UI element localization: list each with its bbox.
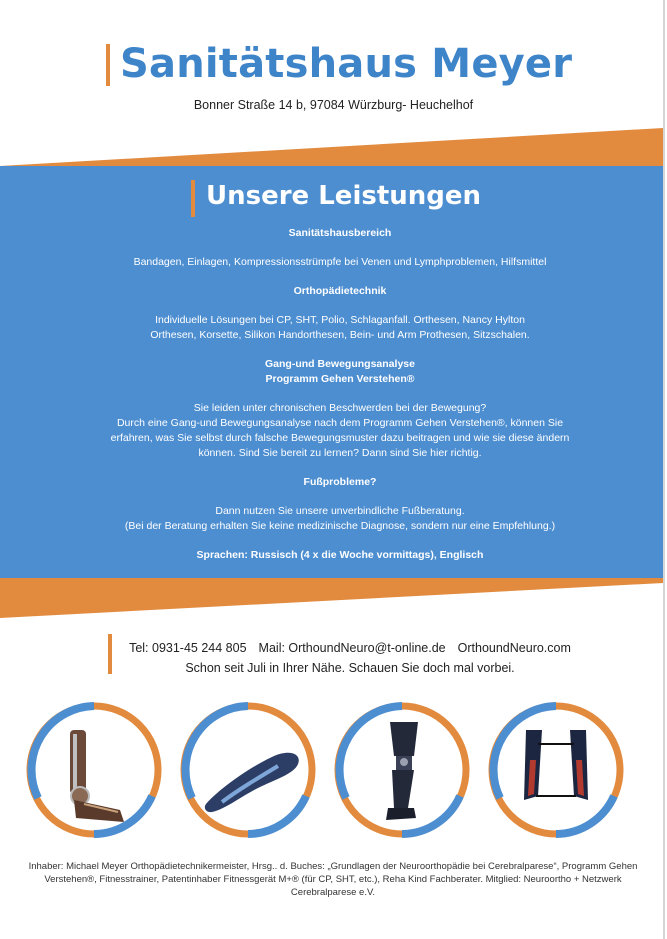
email-link[interactable]: Mail: OrthoundNeuro@t-online.de [258,641,446,655]
title-accent-bar [106,44,110,86]
website-link[interactable]: OrthoundNeuro.com [457,641,571,655]
service-heading: Orthopädietechnik [293,285,387,297]
section-accent-bar [191,180,195,217]
service-body: Individuelle Lösungen bei CP, SHT, Polio, Schlaganfall. Orthesen, Nancy Hylton Orthesen, Korsette, Silikon Handorthesen, Bein- und Arm Prothesen, Sitzschalen. [150,314,530,341]
leg-orthosis-icon [24,700,164,840]
services-list [70,226,610,563]
contact-block [120,638,580,678]
languages: Sprachen: Russisch (4 x die Woche vormittags), Englisch [196,549,484,561]
page-title: Sanitätshaus Meyer [120,41,573,87]
service-body: Bandagen, Einlagen, Kompressionsstrümpfe bei Venen und Lymphproblemen, Hilfsmittel [133,256,547,268]
shoe-insole-icon [178,700,318,840]
service-heading: Fußprobleme? [303,476,377,488]
product-circle [486,700,626,840]
service-body: Sie leiden unter chronischen Beschwerden bei der Bewegung? Durch eine Gang-und Bewegungsanalyse nach dem Programm Gehen Verstehen®, können Sie erfahren, was Sie selbst durch falsche Bewegungsmuster dazu beitragen und wie sie diese ändern können. Sind Sie bereit zu lernen? Dann sind Sie hier richtig. [110,402,570,459]
bottom-orange-band [0,578,663,618]
service-heading: Gang-und Bewegungsanalyse Programm Gehen Verstehen® [265,358,415,385]
phone: Tel: 0931-45 244 805 [129,641,247,655]
contact-accent-bar [108,634,112,674]
service-heading: Sanitätshausbereich [288,227,392,239]
service-body: Dann nutzen Sie unsere unverbindliche Fußberatung. (Bei der Beratung erhalten Sie keine medizinische Diagnose, sondern nur eine Empfehlung.) [124,505,556,532]
knee-orthosis-icon [332,700,472,840]
product-circle [332,700,472,840]
tagline: Schon seit Juli in Ihrer Nähe. Schauen Sie doch mal vorbei. [185,661,515,675]
product-circle [24,700,164,840]
top-orange-band [0,128,663,166]
footer-text: Inhaber: Michael Meyer Orthopädietechnikermeister, Hrsg.. d. Buches: „Grundlagen der Neuroorthopädie bei Cerebralparese“, Programm Gehen Verstehen®, Fitnesstrainer, Patentinhaber Fitnessgerät M+® (für CP, SHT, etc.), Reha Kind Fachberater. Mitglied: Neuroortho + Netzwerk Cerebralparese e.V. [28,861,638,898]
section-title: Unsere Leistungen [206,181,482,211]
product-circle [178,700,318,840]
address: Bonner Straße 14 b, 97084 Würzburg- Heuchelhof [193,98,474,112]
leg-splints-icon [486,700,626,840]
